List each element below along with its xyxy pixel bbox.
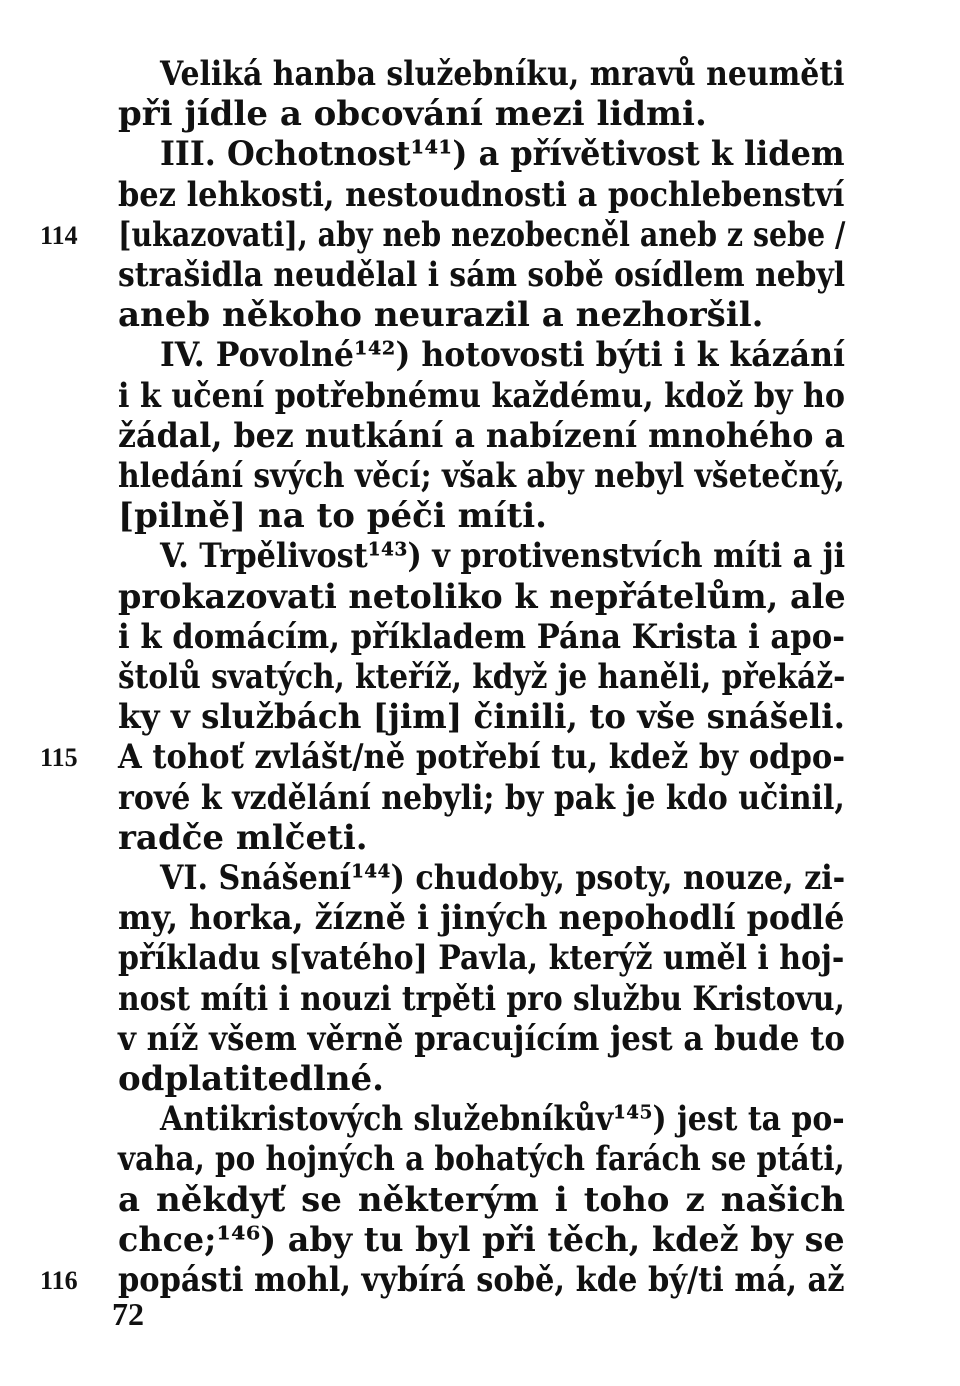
text-line: popásti mohl, vybírá sobě, kde bý/ti má, až xyxy=(118,1260,845,1300)
margin-line-number: 115 xyxy=(40,743,78,773)
text-line: i k učení potřebnému každému, kdož by ho xyxy=(118,375,846,416)
margin-line-number: 114 xyxy=(40,220,78,250)
text-line: rové k vzdělání nebyli; by pak je kdo učinil, xyxy=(118,777,845,818)
text-line: žádal, bez nutkání a nabízení mnohého a xyxy=(118,415,845,456)
text-line: v níž všem věrně pracujícím jest a bude to xyxy=(118,1018,845,1059)
text-line: i k domácím, příkladem Pána Krista i apo- xyxy=(118,616,845,657)
text-line: IV. Povolné¹⁴²) hotovosti býti i k kázání xyxy=(160,335,846,376)
text-line: Antikristových služebníkův¹⁴⁵) jest ta po- xyxy=(160,1099,845,1140)
margin-line-number: 116 xyxy=(40,1266,78,1295)
text-line: ky v službách [jim] činili, to vše snášeli. xyxy=(118,697,845,738)
text-line: chce;¹⁴⁶) aby tu byl při těch, kdež by se xyxy=(118,1219,845,1260)
text-line: III. Ochotnost¹⁴¹) a přívětivost k lidem xyxy=(160,134,845,175)
text-line: příkladu s[vatého] Pavla, kterýž uměl i hoj- xyxy=(118,938,845,979)
text-line: VI. Snášení¹⁴⁴) chudoby, psoty, nouze, zi- xyxy=(160,858,846,898)
text-line: radče mlčeti. xyxy=(118,817,368,858)
text-line: hledání svých věcí; však aby nebyl všetečný, xyxy=(118,456,845,496)
text-line: my, horka, žízně i jiných nepohodlí podlé xyxy=(118,898,845,939)
text-line: a někdyť se některým i toho z našich xyxy=(118,1179,845,1220)
text-line: aneb někoho neurazil a nezhoršil. xyxy=(118,295,764,336)
text-line: [pilně] na to péči míti. xyxy=(118,496,547,537)
text-line: A tohoť zvlášt/ně potřebí tu, kdež by odpo- xyxy=(118,737,846,778)
text-line: [ukazovati], aby neb nezobecněl aneb z sebe / xyxy=(118,214,846,255)
text-line: prokazovati netoliko k nepřátelům, ale xyxy=(118,576,846,617)
text-line: nost míti i nouzi trpěti pro službu Kristovu, xyxy=(118,978,845,1019)
text-line: při jídle a obcování mezi lidmi. xyxy=(118,94,707,135)
text-line: vaha, po hojných a bohatých farách se ptáti, xyxy=(118,1139,845,1180)
text-line: štolů svatých, kteříž, když je haněli, překáž- xyxy=(118,657,846,697)
text-line: V. Trpělivost¹⁴³) v protivenstvích míti a ji xyxy=(160,536,846,577)
text-line: strašidla neudělal i sám sobě osídlem nebyl xyxy=(118,255,846,295)
page-number: 72 xyxy=(112,1296,144,1332)
text-line: Veliká hanba služebníku, mravů neuměti xyxy=(160,54,845,94)
text-line: odplatitedlné. xyxy=(118,1059,385,1099)
text-line: bez lehkosti, nestoudnosti a pochlebenství xyxy=(118,174,845,215)
